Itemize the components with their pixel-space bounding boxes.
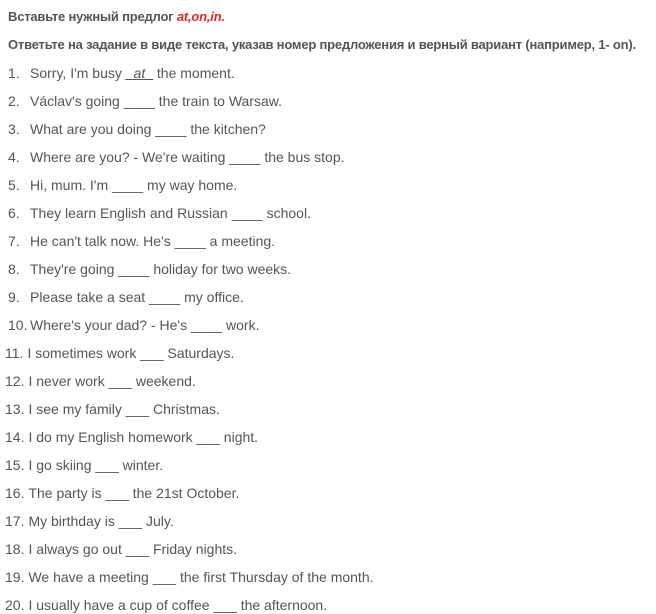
item-number: 17.: [5, 513, 25, 529]
empty-blank: ____: [174, 233, 206, 249]
item-sentence: Where's your dad? - He's ____ work.: [30, 317, 260, 333]
exercise-item-19: [0, 563, 656, 591]
empty-blank: ____: [231, 205, 263, 221]
exercise-item-17: [0, 507, 656, 535]
item-number: 13.: [5, 401, 25, 417]
item-sentence: Sorry, I'm busy _at_ the moment.: [30, 65, 235, 81]
exercise-item-8: [0, 255, 656, 283]
item-sentence: Where are you? - We're waiting ____ the bus stop.: [30, 149, 345, 165]
empty-blank: ___: [152, 569, 177, 585]
empty-blank: ____: [123, 93, 155, 109]
preposition-options: at,on,in.: [176, 9, 225, 24]
instruction-line-2: Ответьте на задание в виде текста, указав номер предложения и верный вариант (например, 1- on).: [8, 37, 636, 52]
exercise-item-10: [0, 311, 656, 339]
item-number: 14.: [5, 429, 25, 445]
empty-blank: ___: [105, 485, 129, 501]
item-number: 1.: [8, 65, 20, 81]
item-sentence: What are you doing ____ the kitchen?: [30, 121, 266, 137]
empty-blank: ___: [213, 597, 237, 613]
item-number: 10.: [8, 317, 28, 333]
item-number: 7.: [8, 233, 20, 249]
exercise-item-16: [0, 479, 656, 507]
item-sentence: I do my English homework ___ night.: [28, 429, 259, 445]
item-sentence: We have a meeting ___ the first Thursday of the month.: [28, 569, 374, 585]
instruction-text: Вставьте нужный предлог: [8, 9, 177, 24]
empty-blank: ___: [140, 345, 164, 361]
item-sentence: The party is ___ the 21st October.: [28, 485, 240, 501]
item-number: 8.: [8, 261, 20, 277]
item-sentence: They learn English and Russian ____ school.: [30, 205, 311, 221]
item-sentence: Václav's going ____ the train to Warsaw.: [30, 93, 282, 109]
item-number: 9.: [8, 289, 20, 305]
item-number: 19.: [5, 569, 25, 585]
exercise-item-13: [0, 395, 656, 423]
item-sentence: I see my family ___ Christmas.: [28, 401, 220, 417]
filled-blank: _at_: [125, 65, 154, 81]
empty-blank: ___: [118, 513, 143, 529]
item-number: 12.: [5, 373, 25, 389]
exercise-item-4: [0, 143, 656, 171]
item-number: 5.: [8, 177, 20, 193]
empty-blank: ____: [118, 261, 150, 277]
exercise-item-11: [0, 339, 656, 367]
item-sentence: I sometimes work ___ Saturdays.: [27, 345, 235, 361]
item-number: 2.: [8, 93, 20, 109]
item-number: 6.: [8, 205, 20, 221]
item-sentence: He can't talk now. He's ____ a meeting.: [30, 233, 276, 249]
item-number: 20.: [5, 597, 25, 613]
item-sentence: I never work ___ weekend.: [28, 373, 196, 389]
instruction-line-1: [0, 3, 656, 31]
empty-blank: ____: [149, 289, 181, 305]
exercise-item-6: [0, 199, 656, 227]
exercise-item-3: [0, 115, 656, 143]
empty-blank: ___: [125, 541, 150, 557]
exercise-item-7: [0, 227, 656, 255]
item-number: 11.: [5, 345, 24, 361]
item-sentence: I always go out ___ Friday nights.: [28, 541, 238, 557]
item-sentence: Hi, mum. I'm ____ my way home.: [30, 177, 238, 193]
exercise-item-20: [0, 591, 656, 614]
item-sentence: I usually have a cup of coffee ___ the afternoon.: [28, 597, 328, 613]
empty-blank: ____: [155, 121, 187, 137]
item-sentence: Please take a seat ____ my office.: [30, 289, 244, 305]
item-number: 3.: [8, 121, 20, 137]
item-number: 16.: [5, 485, 25, 501]
item-number: 15.: [5, 457, 25, 473]
exercise-item-14: [0, 423, 656, 451]
empty-blank: ____: [112, 177, 144, 193]
item-number: 4.: [8, 149, 20, 165]
exercise-item-5: [0, 171, 656, 199]
item-sentence: My birthday is ___ July.: [28, 513, 174, 529]
empty-blank: ___: [95, 457, 119, 473]
exercise-item-15: [0, 451, 656, 479]
empty-blank: ___: [196, 429, 220, 445]
empty-blank: ____: [229, 149, 261, 165]
empty-blank: ____: [190, 317, 223, 333]
exercise-item-12: [0, 367, 656, 395]
item-number: 18.: [5, 541, 25, 557]
exercise-item-9: [0, 283, 656, 311]
item-sentence: I go skiing ___ winter.: [28, 457, 164, 473]
exercise-item-18: [0, 535, 656, 563]
exercise-item-1: [0, 59, 656, 87]
exercise-list: [0, 59, 656, 614]
exercise-item-2: [0, 87, 656, 115]
empty-blank: ___: [125, 401, 150, 417]
item-sentence: They're going ____ holiday for two weeks.: [30, 261, 292, 277]
empty-blank: ___: [108, 373, 132, 389]
